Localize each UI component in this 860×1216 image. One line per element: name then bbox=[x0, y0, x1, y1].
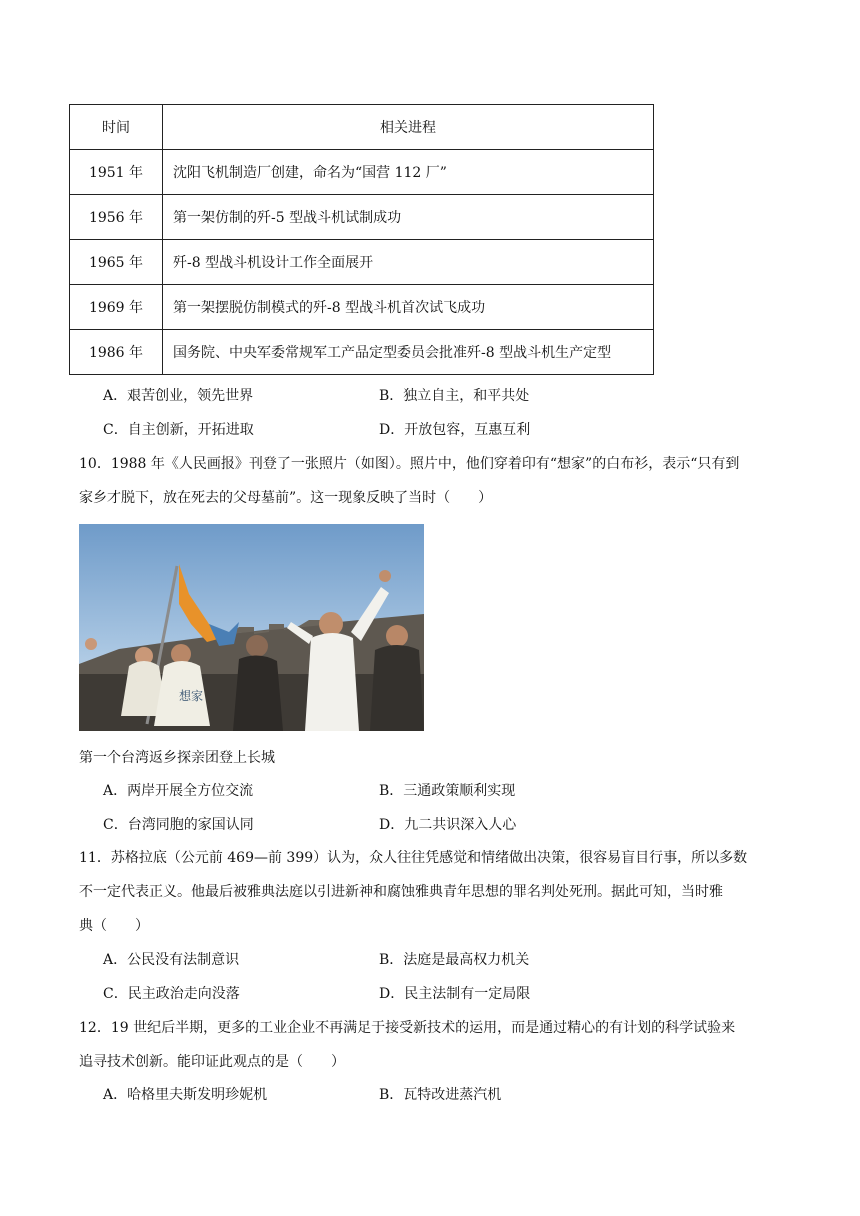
q10-option-a: A．两岸开展全方位交流 bbox=[103, 783, 254, 799]
header-progress: 相关进程 bbox=[163, 105, 654, 150]
table-row bbox=[70, 285, 654, 330]
q11-stem-line3: 典（ ） bbox=[79, 918, 149, 934]
table-row bbox=[70, 330, 654, 375]
header-time: 时间 bbox=[70, 105, 163, 150]
q11-option-a: A．公民没有法制意识 bbox=[103, 952, 240, 968]
row-event: 歼-8 型战斗机设计工作全面展开 bbox=[163, 240, 654, 285]
q9-option-a: A．艰苦创业，领先世界 bbox=[103, 388, 254, 404]
q9-option-c: C．自主创新，开拓进取 bbox=[103, 422, 254, 438]
q11-stem-line2: 不一定代表正义。他最后被雅典法庭以引进新神和腐蚀雅典青年思想的罪名判处死刑。据此可知，当时雅 bbox=[79, 884, 723, 900]
row-year: 1965 年 bbox=[70, 240, 163, 285]
q12-stem-line2: 追寻技术创新。能印证此观点的是（ ） bbox=[79, 1054, 345, 1070]
great-wall-photo bbox=[79, 524, 424, 731]
q10-stem-line1: 10．1988 年《人民画报》刊登了一张照片（如图）。照片中，他们穿着印有“想家”的白布衫，表示“只有到 bbox=[79, 456, 740, 472]
row-event: 第一架摆脱仿制模式的歼-8 型战斗机首次试飞成功 bbox=[163, 285, 654, 330]
q12-option-a: A．哈格里夫斯发明珍妮机 bbox=[103, 1087, 268, 1103]
table-row bbox=[70, 195, 654, 240]
timeline-table bbox=[69, 104, 654, 375]
q10-option-b: B．三通政策顺利实现 bbox=[379, 783, 516, 799]
shirt-text: 想家 bbox=[179, 689, 204, 703]
q11-stem-line1: 11．苏格拉底（公元前 469—前 399）认为，众人往往凭感觉和情绪做出决策，很容易盲目行事，所以多数 bbox=[79, 850, 748, 866]
q10-option-d: D．九二共识深入人心 bbox=[379, 817, 517, 833]
q9-option-d: D．开放包容，互惠互利 bbox=[379, 422, 531, 438]
q11-option-c: C．民主政治走向没落 bbox=[103, 986, 240, 1002]
row-year: 1986 年 bbox=[70, 330, 163, 375]
table-row bbox=[70, 150, 654, 195]
q11-option-d: D．民主法制有一定局限 bbox=[379, 986, 531, 1002]
q10-stem-line2: 家乡才脱下，放在死去的父母墓前”。这一现象反映了当时（ ） bbox=[79, 490, 493, 506]
row-event: 国务院、中央军委常规军工产品定型委员会批准歼-8 型战斗机生产定型 bbox=[163, 330, 654, 375]
table-row bbox=[70, 240, 654, 285]
row-year: 1956 年 bbox=[70, 195, 163, 240]
q11-option-b: B．法庭是最高权力机关 bbox=[379, 952, 530, 968]
q12-option-b: B．瓦特改进蒸汽机 bbox=[379, 1087, 502, 1103]
q9-option-b: B．独立自主，和平共处 bbox=[379, 388, 530, 404]
row-year: 1969 年 bbox=[70, 285, 163, 330]
row-event: 第一架仿制的歼-5 型战斗机试制成功 bbox=[163, 195, 654, 240]
table-header-row bbox=[70, 105, 654, 150]
q12-stem-line1: 12．19 世纪后半期，更多的工业企业不再满足于接受新技术的运用，而是通过精心的有计划的科学试验来 bbox=[79, 1020, 736, 1036]
photo-caption: 第一个台湾返乡探亲团登上长城 bbox=[79, 750, 275, 766]
q10-option-c: C．台湾同胞的家国认同 bbox=[103, 817, 254, 833]
row-year: 1951 年 bbox=[70, 150, 163, 195]
row-event: 沈阳飞机制造厂创建，命名为“国营 112 厂” bbox=[163, 150, 654, 195]
